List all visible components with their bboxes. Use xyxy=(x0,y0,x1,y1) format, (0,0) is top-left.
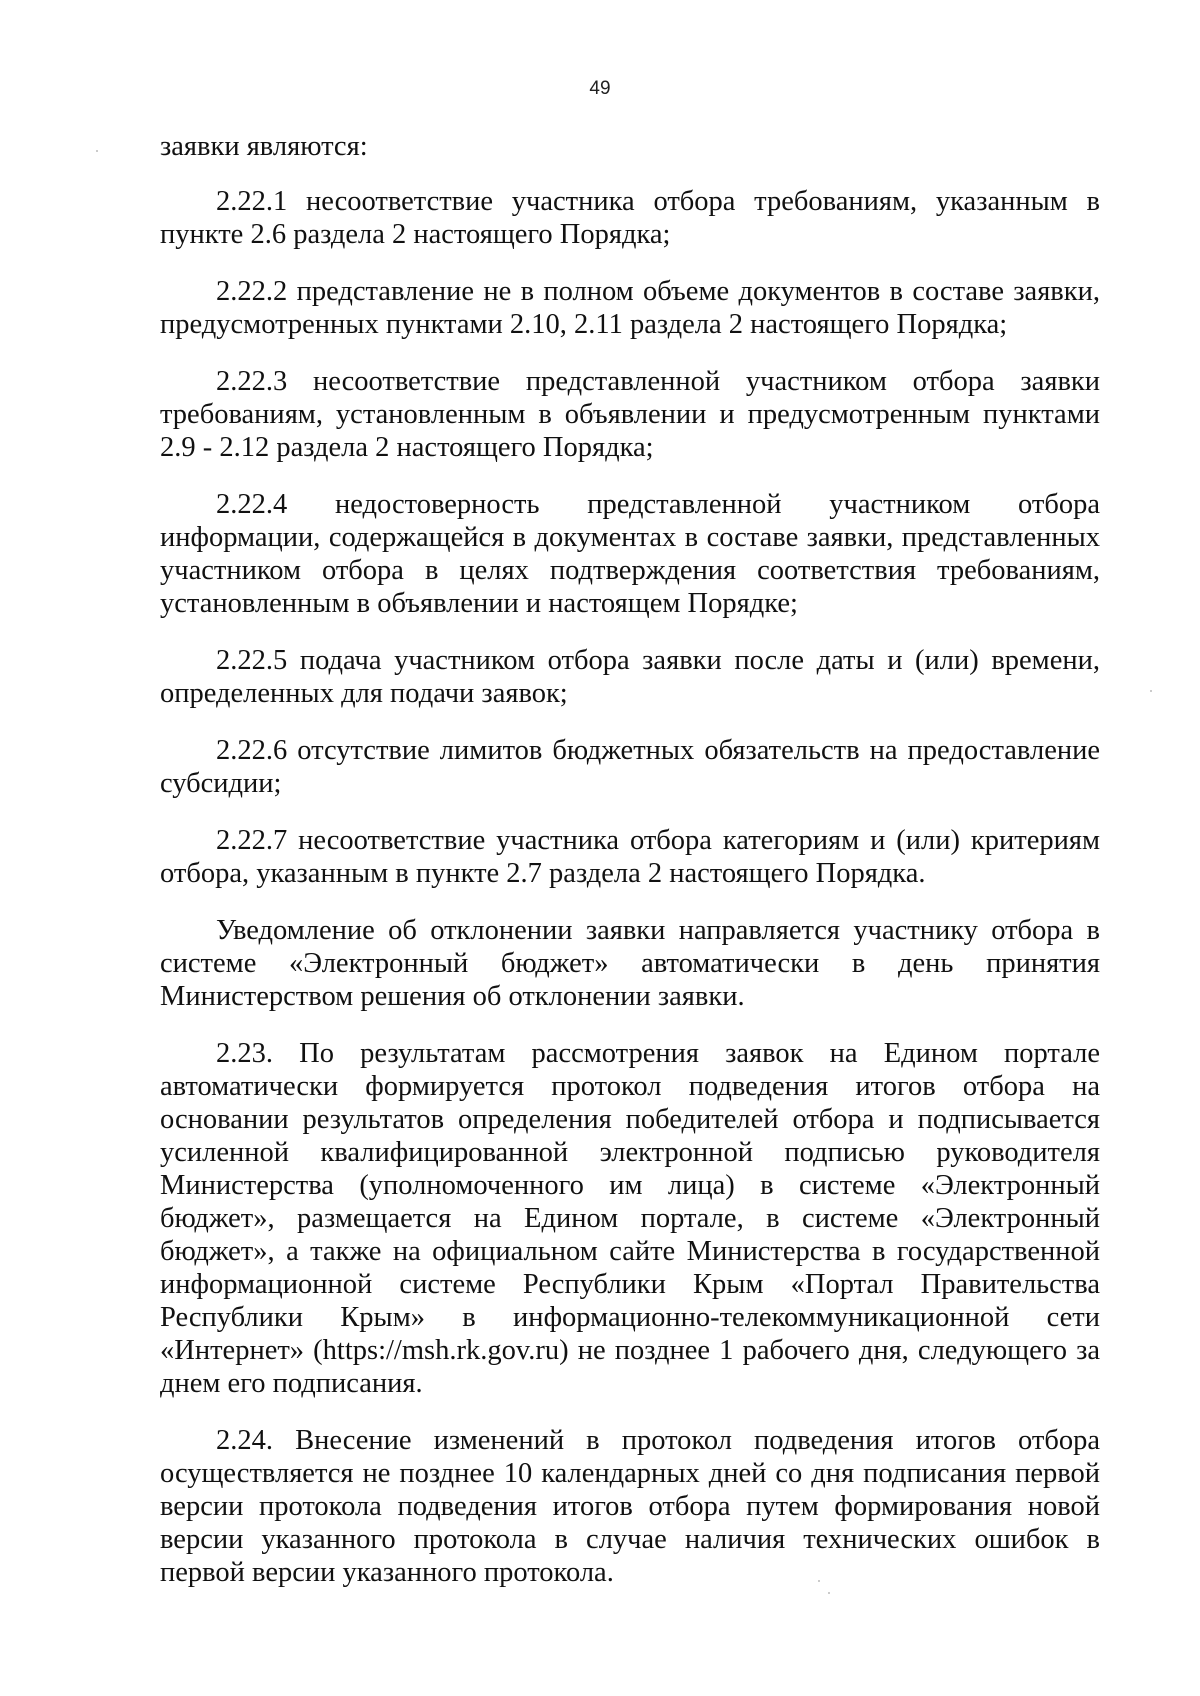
scan-speck xyxy=(828,1592,830,1594)
paragraph-2-22-2: 2.22.2 представление не в полном объеме документов в составе заявки, предусмотренных пунктами 2.10, 2.11 раздела 2 настоящего Порядка; xyxy=(160,276,1100,340)
scan-speck xyxy=(818,1580,820,1582)
paragraph-2-22-1: 2.22.1 несоответствие участника отбора требованиям, указанным в пункте 2.6 раздела 2 настоящего Порядка; xyxy=(160,186,1100,250)
document-body xyxy=(160,130,1100,1613)
scan-speck xyxy=(1150,690,1152,692)
paragraph-2-22-4: 2.22.4 недостоверность представленной участником отбора информации, содержащейся в документах в составе заявки, представленных участником отбора в целях подтверждения соответствия требованиям, установленным в объявлении и настоящем Порядке; xyxy=(160,489,1100,619)
paragraph-2-22-5: 2.22.5 подача участником отбора заявки после даты и (или) времени, определенных для подачи заявок; xyxy=(160,645,1100,709)
paragraph-2-23: 2.23. По результатам рассмотрения заявок на Едином портале автоматически формируется протокол подведения итогов отбора на основании результатов определения победителей отбора и подписывается усиленной квалифицированной электронной подписью руководителя Министерства (уполномоченного им лица) в системе «Электронный бюджет», размещается на Едином портале, в системе «Электронный бюджет», а также на официальном сайте Министерства в государственной информационной системе Республики Крым «Портал Правительства Республики Крым» в информационно-телекоммуникационной сети «Интернет» (https://msh.rk.gov.ru) не позднее 1 рабочего дня, следующего за днем его подписания. xyxy=(160,1038,1100,1399)
paragraph-rejection-notice: Уведомление об отклонении заявки направляется участнику отбора в системе «Электронный бюджет» автоматически в день принятия Министерством решения об отклонении заявки. xyxy=(160,915,1100,1012)
page-number: 49 xyxy=(589,78,611,99)
paragraph-2-22-7: 2.22.7 несоответствие участника отбора категориям и (или) критериям отбора, указанным в пункте 2.7 раздела 2 настоящего Порядка. xyxy=(160,825,1100,889)
paragraph-2-22-6: 2.22.6 отсутствие лимитов бюджетных обязательств на предоставление субсидии; xyxy=(160,735,1100,799)
paragraph-2-24: 2.24. Внесение изменений в протокол подведения итогов отбора осуществляется не позднее 10 календарных дней со дня подписания первой версии протокола подведения итогов отбора путем формирования новой версии указанного протокола в случае наличия технических ошибок в первой версии указанного протокола. xyxy=(160,1425,1100,1588)
paragraph-continuation: заявки являются: xyxy=(160,131,368,162)
paragraph-2-22-3: 2.22.3 несоответствие представленной участником отбора заявки требованиям, установленным в объявлении и предусмотренным пунктами 2.9 - 2.12 раздела 2 настоящего Порядка; xyxy=(160,366,1100,463)
scan-speck xyxy=(96,150,98,152)
